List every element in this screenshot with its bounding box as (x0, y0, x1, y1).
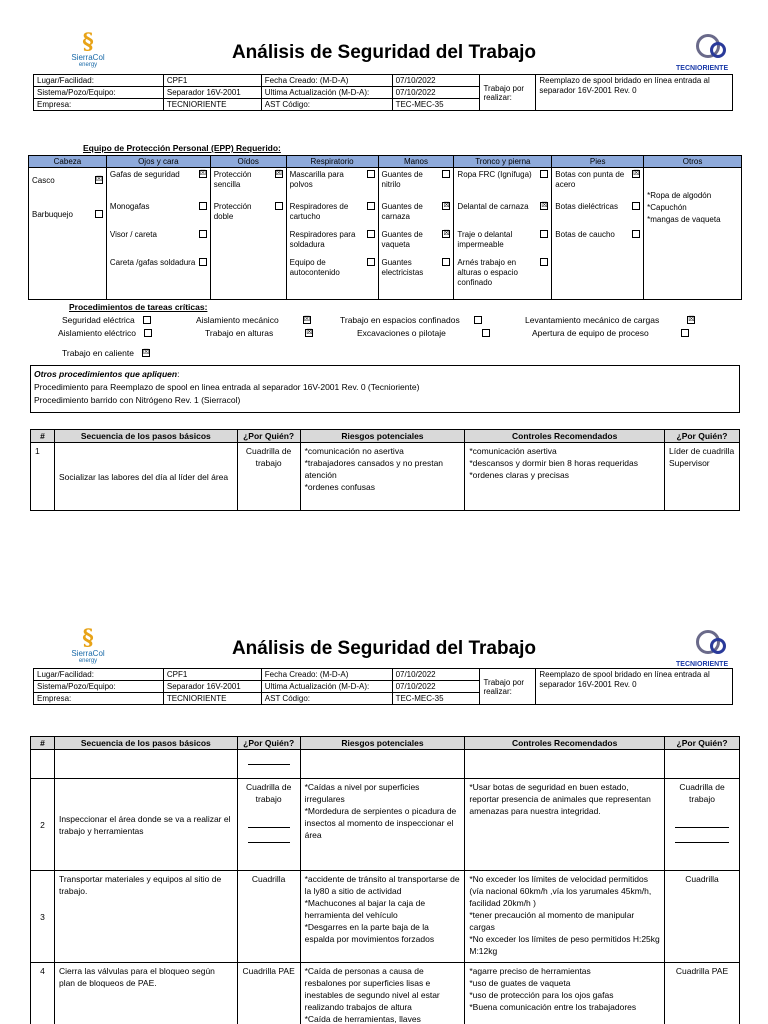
checkbox[interactable]: ☒ (443, 230, 450, 237)
procedure-item: Excavaciones o pilotaje (357, 328, 490, 338)
info-label: Ultima Actualización (M-D-A): (261, 87, 392, 99)
info-value: Reemplazo de spool bridado en línea entrada al separador 16V-2001 Rev. 0 (536, 75, 733, 111)
procedure-item: Aislamiento mecánico ☒ (196, 315, 310, 325)
epp-ojos: Gafas de seguridad ☒ Monogafas Visor / careta Careta /gafas soldadura (106, 168, 210, 300)
epp-col-header: Manos (378, 156, 454, 168)
table-row: 4 Cierra las válvulas para el bloqueo según plan de bloqueos de PAE. Cuadrilla PAE *Caída de personas a causa de resbalones por superficies lisas e inestables de segundo nivel al estar realizando trabajos de altura *Caída de herramientas, llaves *agarre preciso de herramientas *uso de guates de vaqueta *uso de protección para los ojos gafas *Buena comunicación entre los trabajadores Cuadrilla PAE (31, 963, 740, 1024)
epp-col-header: Oídos (210, 156, 286, 168)
sierracol-logo-icon: § (82, 29, 94, 55)
info-value: Reemplazo de spool bridado en línea entrada al separador 16V-2001 Rev. 0 (536, 669, 733, 705)
epp-tronco: Ropa FRC (Ignífuga) Delantal de carnaza ☒ Traje o delantal impermeable Arnés trabajo en alturas o espacio confinado (454, 168, 552, 300)
info-value: 07/10/2022 (392, 681, 480, 693)
info-value: Separador 16V-2001 (163, 681, 261, 693)
checkbox[interactable] (275, 202, 283, 210)
checkbox[interactable] (367, 202, 375, 210)
info-value: CPF1 (163, 75, 261, 87)
checkbox[interactable]: ☒ (688, 316, 695, 323)
epp-manos: Guantes de nitrilo Guantes de carnaza ☒ Guantes de vaqueta ☒ Guantes electricistas (378, 168, 454, 300)
table-row: 2 Inspeccionar el área donde se va a realizar el trabajo y herramientas Cuadrilla de trabajo *Caídas a nivel por superficies irregulares *Mordedura de serpientes o picadura de insectos al momento de inspeccionar el área *Usar botas de seguridad en buen estado, reportar presencia de animales que representan amenazas para nuestra integridad. Cuadrilla de trabajo (31, 779, 740, 871)
procedure-item: Trabajo en alturas ☒ (205, 328, 313, 338)
signature-line (675, 842, 729, 843)
page-title: Análisis de Seguridad del Trabajo (231, 638, 537, 659)
epp-col-header: Otros (644, 156, 742, 168)
epp-respiratorio: Mascarilla para polvos Respiradores de cartucho Respiradores para soldadura Equipo de autocontenido (286, 168, 378, 300)
info-label: Lugar/Facilidad: (34, 669, 164, 681)
gear-icon (710, 42, 726, 58)
procedure-item: Levantamiento mecánico de cargas ☒ (525, 315, 695, 325)
info-label: Fecha Creado: (M-D-A) (261, 75, 392, 87)
checkbox[interactable]: ☒ (443, 202, 450, 209)
info-label: Fecha Creado: (M-D-A) (261, 669, 392, 681)
checkbox[interactable] (540, 230, 548, 238)
checkbox[interactable] (367, 258, 375, 266)
epp-otros: *Ropa de algodón *Capuchón *mangas de vaqueta (644, 168, 742, 300)
sierracol-logo: § SierraCol energy (68, 626, 108, 668)
procedure-item: Seguridad eléctrica (62, 315, 151, 325)
table-row: 3 Transportar materiales y equipos al sitio de trabajo. Cuadrilla *accidente de tránsito al transportarse de la ly80 a sitio de actividad *Machucones al bajar la caja de herramienta del vehículo *Desgarres en la parte baja de la espalda por movimientos forzados *No exceder los límites de velocidad permitidos (vía nacional 60km/h ,vía los yarumales 45km/h, facilidad 20km/h ) *tener precaución al momento de manipular cargas *No exceder los límites de peso permitidos H:25kg M:12kg Cuadrilla (31, 871, 740, 963)
checkbox[interactable] (199, 258, 207, 266)
epp-col-header: Ojos y cara (106, 156, 210, 168)
info-table (33, 668, 733, 705)
epp-header-row (29, 156, 742, 168)
epp-oidos: Protección sencilla ☒ Protección doble (210, 168, 286, 300)
checkbox[interactable] (474, 316, 482, 324)
page-header (0, 30, 768, 74)
checkbox[interactable] (143, 316, 151, 324)
checkbox[interactable]: ☒ (95, 176, 103, 183)
checkbox[interactable] (199, 202, 207, 210)
info-label: Trabajo por realizar: (480, 75, 536, 111)
info-value: 07/10/2022 (392, 75, 480, 87)
info-label: Empresa: (34, 693, 164, 705)
checkbox[interactable]: ☒ (633, 170, 640, 177)
info-value: Separador 16V-2001 (163, 87, 261, 99)
procedure-item: Trabajo en espacios confinados (340, 315, 482, 325)
info-table (33, 74, 733, 111)
checkbox[interactable] (442, 258, 450, 266)
epp-col-header: Pies (552, 156, 644, 168)
info-value: TEC-MEC-35 (392, 693, 480, 705)
signature-line (675, 827, 729, 828)
info-value: TECNIORIENTE (163, 693, 261, 705)
procedure-item: Apertura de equipo de proceso (532, 328, 689, 338)
steps-header-row: # Secuencia de los pasos básicos ¿Por Quién? Riesgos potenciales Controles Recomendados ¿Por Quién? (31, 430, 740, 443)
checkbox[interactable] (199, 230, 207, 238)
procedure-item: Trabajo en caliente ☒ (62, 348, 150, 358)
list-item: Procedimiento barrido con Nitrógeno Rev. 1 (Sierracol) (34, 395, 241, 405)
table-row (31, 750, 740, 779)
checkbox[interactable] (540, 258, 548, 266)
info-label: Lugar/Facilidad: (34, 75, 164, 87)
info-value: 07/10/2022 (392, 669, 480, 681)
procedures-title: Procedimientos de tareas críticas: (69, 302, 208, 312)
checkbox[interactable]: ☒ (142, 349, 150, 356)
checkbox[interactable]: ☒ (275, 170, 282, 177)
signature-line (248, 842, 290, 843)
info-label: Ultima Actualización (M-D-A): (261, 681, 392, 693)
info-label: AST Código: (261, 693, 392, 705)
epp-cabeza: Casco ☒ Barbuquejo (29, 168, 107, 300)
signature-line (248, 827, 290, 828)
checkbox[interactable]: ☒ (303, 316, 310, 323)
checkbox[interactable]: ☒ (541, 202, 548, 209)
steps-table (30, 736, 740, 1024)
epp-col-header: Cabeza (29, 156, 107, 168)
epp-table (28, 155, 742, 300)
checkbox[interactable] (367, 230, 375, 238)
checkbox[interactable] (632, 202, 640, 210)
checkbox[interactable] (367, 170, 375, 178)
info-value: CPF1 (163, 669, 261, 681)
checkbox[interactable] (442, 170, 450, 178)
page-title: Análisis de Seguridad del Trabajo (231, 42, 537, 63)
info-value: TECNIORIENTE (163, 99, 261, 111)
checkbox[interactable] (681, 329, 689, 337)
checkbox[interactable] (482, 329, 490, 337)
epp-pies: Botas con punta de acero ☒ Botas dieléctricas Botas de caucho (552, 168, 644, 300)
sierracol-logo-icon: § (82, 625, 94, 651)
steps-header-row: # Secuencia de los pasos básicos ¿Por Quién? Riesgos potenciales Controles Recomendados ¿Por Quién? (31, 737, 740, 750)
info-label: Sistema/Pozo/Equipo: (34, 87, 164, 99)
tecnioriente-logo: TECNIORIENTE (676, 628, 736, 668)
checkbox[interactable] (540, 170, 548, 178)
info-label: Empresa: (34, 99, 164, 111)
epp-col-header: Respiratorio (286, 156, 378, 168)
checkbox[interactable]: ☒ (306, 329, 313, 336)
signature-line (248, 764, 290, 765)
epp-title: Equipo de Protección Personal (EPP) Requerido: (83, 143, 281, 153)
procedure-item: Aislamiento eléctrico (58, 328, 152, 338)
gear-icon (710, 638, 726, 654)
page-2 (0, 625, 768, 1024)
tecnioriente-logo: TECNIORIENTE (676, 32, 736, 72)
checkbox[interactable] (632, 230, 640, 238)
info-value: TEC-MEC-35 (392, 99, 480, 111)
table-row: 1 Socializar las labores del día al líder del área Cuadrilla de trabajo *comunicación no asertiva *trabajadores cansados y no prestan atención *ordenes confusas *comunicación asertiva *descansos y dormir bien 8 horas requeridas *ordenes claras y precisas Líder de cuadrilla Supervisor (31, 443, 740, 511)
checkbox[interactable] (144, 329, 152, 337)
checkbox[interactable] (95, 210, 103, 218)
checkbox[interactable]: ☒ (199, 170, 206, 177)
list-item: Procedimiento para Reemplazo de spool en linea entrada al separador 16V-2001 Rev. 0 (Tecnioriente) (34, 382, 420, 392)
page-header (0, 626, 768, 670)
info-label: AST Código: (261, 99, 392, 111)
epp-col-header: Tronco y pierna (454, 156, 552, 168)
other-procedures: Otros procedimientos que apliquen: Procedimiento para Reemplazo de spool en linea entrada al separador 16V-2001 Rev. 0 (Tecnioriente) Procedimiento barrido con Nitrógeno Rev. 1 (Sierracol) (30, 365, 740, 413)
info-label: Sistema/Pozo/Equipo: (34, 681, 164, 693)
sierracol-logo: § SierraCol energy (68, 30, 108, 72)
info-value: 07/10/2022 (392, 87, 480, 99)
steps-table (30, 429, 740, 511)
info-label: Trabajo por realizar: (480, 669, 536, 705)
page-1 (0, 29, 768, 492)
